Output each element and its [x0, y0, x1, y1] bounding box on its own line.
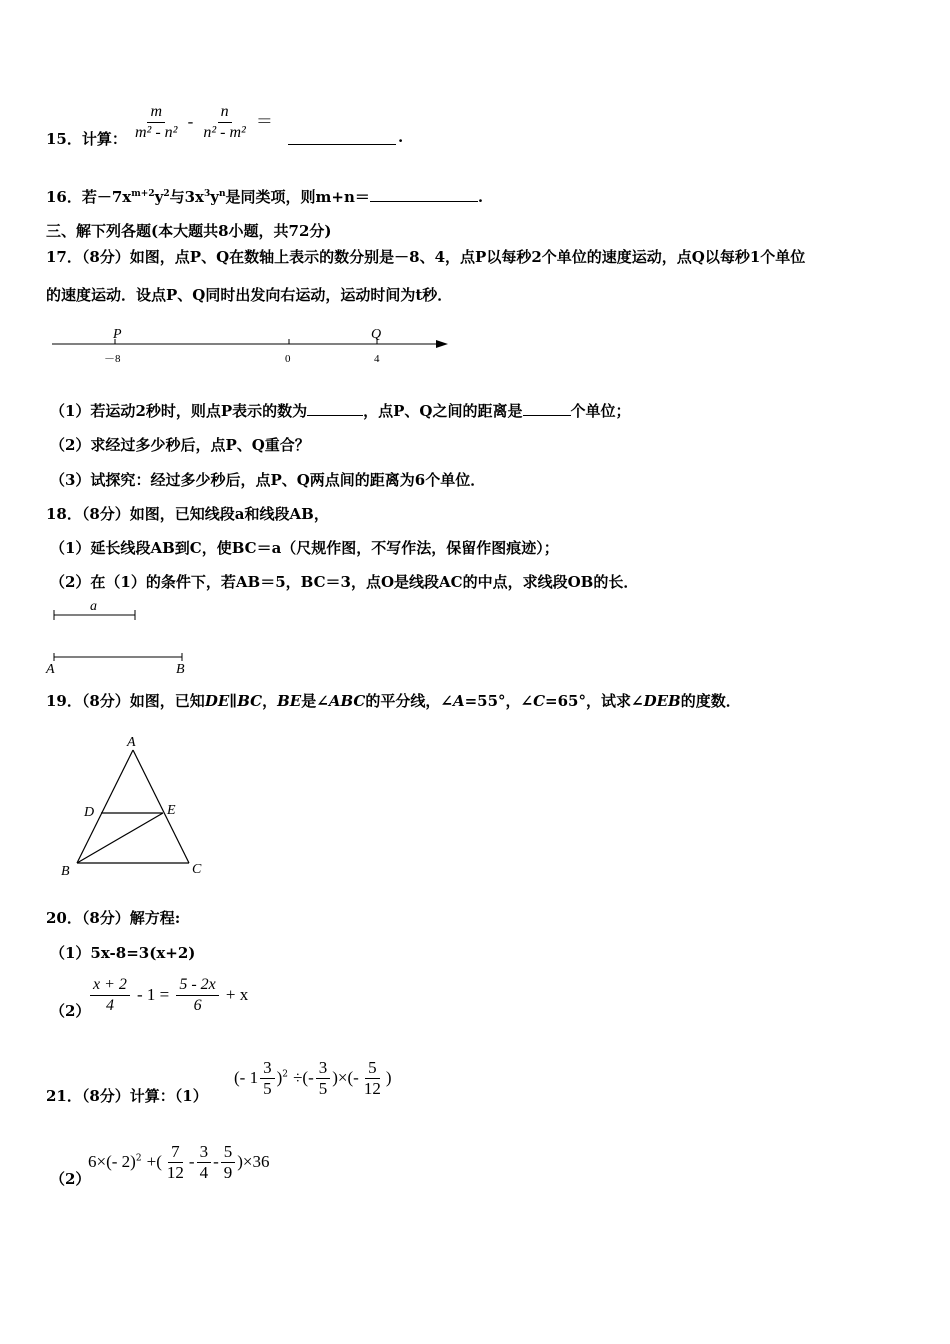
fraction-numerator: x + 2 — [90, 975, 130, 996]
vertex-A: A — [127, 735, 136, 750]
fraction-numerator: n — [218, 102, 232, 123]
q16-part: 是同类项，则m+n＝ — [225, 188, 370, 206]
q17-line-2: 的速度运动．设点P、Q同时出发向右运动，运动时间为t秒． — [46, 286, 453, 304]
label-p: P — [113, 327, 122, 342]
q16-sup: 3 — [203, 189, 211, 199]
q16-answer-blank[interactable] — [370, 201, 478, 202]
q21-fraction — [221, 1142, 236, 1183]
q20-sub-1: （1）5x-8=3(x+2) — [50, 944, 196, 962]
number-line-arrow-icon — [436, 340, 448, 348]
q18-segments-figure — [0, 595, 220, 680]
q15-expression — [130, 102, 273, 143]
q19-part: 是∠ — [301, 692, 329, 710]
q17-sub-1-part: ，点P、Q之间的距离是 — [363, 402, 523, 420]
expr-part: - — [188, 1152, 195, 1171]
q21-sub-2-label: （2） — [50, 1170, 91, 1188]
tick-label-p: －8 — [104, 353, 121, 365]
fraction-denominator: 5 — [318, 1079, 328, 1098]
fraction-denominator: 4 — [105, 997, 114, 1014]
equals-sign: ＝ — [255, 112, 273, 131]
expr-sup: 2 — [282, 1069, 288, 1080]
q16-part: y — [154, 188, 164, 206]
q15-label: 15．计算： — [46, 130, 127, 148]
vertex-C: C — [192, 862, 202, 877]
label-B: B — [176, 662, 185, 677]
q21-expression-1 — [234, 1058, 391, 1099]
fraction-denominator: 12 — [363, 1079, 381, 1098]
q15-answer-blank[interactable] — [288, 144, 396, 145]
q16-part: 与3x — [169, 188, 204, 206]
expr-part: 6×(- 2) — [88, 1152, 136, 1171]
q19-part: C — [533, 692, 546, 710]
q21-fraction — [316, 1058, 331, 1099]
expr-part: (- 1 — [234, 1068, 259, 1087]
q17-sub-1-part: 个单位； — [570, 402, 631, 420]
vertex-B: B — [61, 864, 70, 879]
q17-blank-distance[interactable] — [523, 415, 571, 416]
q19-part: 的度数． — [680, 692, 741, 710]
expr-part: ) — [385, 1068, 392, 1087]
vertex-D: D — [84, 805, 95, 820]
expr-sup: 2 — [135, 1153, 142, 1164]
tick-label-q: 4 — [374, 353, 380, 365]
q19-part: =65°，试求∠ — [545, 692, 644, 710]
vertex-E: E — [167, 803, 176, 818]
q20-line-1: 20．（8分）解方程: — [46, 909, 181, 927]
q17-sub-1 — [50, 400, 631, 421]
fraction-denominator: 12 — [166, 1163, 184, 1182]
expr-part: )×36 — [237, 1152, 270, 1171]
q20-equation — [88, 975, 248, 1016]
label-A: A — [46, 662, 55, 677]
q20-sub-2-label: （2） — [50, 1002, 91, 1020]
q17-line-1: 17．（8分）如图，点P、Q在数轴上表示的数分别是－8、4，点P以每秒2个单位的速度运动，点Q以每秒1个单位 — [46, 248, 806, 266]
q19-part: =55°，∠ — [464, 692, 534, 710]
q16-part: y — [210, 188, 219, 206]
q17-sub-2: （2）求经过多少秒后，点P、Q重合？ — [50, 436, 310, 454]
label-q: Q — [371, 327, 382, 342]
q18-line-1: 18．（8分）如图，已知线段a和线段AB， — [46, 505, 329, 523]
side-ac — [133, 750, 189, 863]
fraction-numerator: 7 — [168, 1142, 183, 1163]
q16-end: . — [477, 188, 484, 206]
q20-mid: - 1 = — [137, 985, 170, 1004]
label-a: a — [90, 599, 97, 614]
expr-part: - — [213, 1152, 219, 1171]
q21-fraction — [164, 1142, 187, 1183]
fraction-denominator: m² - n² — [135, 124, 178, 141]
minus-sign: - — [187, 112, 194, 131]
q16-sup: 2 — [163, 189, 170, 199]
q18-sub-2: （2）在（1）的条件下，若AB＝5，BC＝3，点O是线段AC的中点，求线段OB的长． — [50, 573, 639, 591]
fraction-numerator: 5 - 2x — [176, 975, 218, 996]
fraction-numerator: 3 — [260, 1058, 275, 1079]
fraction-denominator: 4 — [199, 1163, 209, 1182]
expr-part: ) — [276, 1068, 283, 1087]
q16-sup: n — [218, 189, 226, 199]
expr-part: )×(- — [332, 1068, 359, 1087]
section-3-title: 三、解下列各题(本大题共8小题，共72分) — [46, 222, 332, 240]
expr-part: +( — [146, 1152, 162, 1171]
q21-fraction — [361, 1058, 384, 1099]
fraction-denominator: 9 — [223, 1163, 233, 1182]
fraction-denominator: 6 — [193, 997, 202, 1014]
q19-part: 19．（8分）如图，已知 — [46, 692, 205, 710]
fraction-numerator: m — [147, 102, 165, 123]
q21-expression-2 — [88, 1142, 270, 1183]
fraction-numerator: 5 — [221, 1142, 236, 1163]
q20-tail: + x — [225, 985, 249, 1004]
q19-part: 的平分线，∠ — [365, 692, 453, 710]
q19-triangle-figure — [0, 728, 230, 883]
q19-part: DEB — [643, 692, 681, 710]
tick-label-0: 0 — [285, 353, 291, 365]
q16-text — [46, 186, 483, 207]
q19-part: A — [452, 692, 465, 710]
q15-end: . — [398, 128, 404, 146]
q17-blank-p[interactable] — [307, 415, 363, 416]
q19-part: ABC — [328, 692, 366, 710]
q19-line — [46, 690, 741, 711]
q19-part: ， — [262, 692, 278, 710]
q20-fraction-2 — [176, 975, 218, 1016]
q15-fraction-2 — [200, 102, 248, 143]
fraction-numerator: 3 — [316, 1058, 331, 1079]
q17-sub-3: （3）试探究：经过多少秒后，点P、Q两点间的距离为6个单位． — [50, 471, 486, 489]
q17-number-line-figure — [0, 320, 470, 370]
fraction-denominator: n² - m² — [203, 124, 246, 141]
fraction-denominator: 5 — [263, 1079, 272, 1098]
q21-line-1: 21．（8分）计算：（1） — [46, 1087, 208, 1105]
expr-part: ÷(- — [293, 1068, 314, 1087]
q19-part: DE∥BC — [204, 692, 263, 710]
q20-fraction-1 — [90, 975, 130, 1016]
q17-sub-1-part: （1）若运动2秒时，则点P表示的数为 — [50, 402, 308, 420]
fraction-numerator: 5 — [365, 1058, 380, 1079]
q15-fraction-1 — [132, 102, 180, 143]
q21-fraction — [197, 1142, 212, 1183]
q19-part: BE — [277, 692, 302, 710]
q21-fraction — [260, 1058, 275, 1099]
fraction-numerator: 3 — [197, 1142, 212, 1163]
q16-sup: m+2 — [131, 189, 155, 199]
q18-sub-1: （1）延长线段AB到C，使BC＝a（尺规作图，不写作法，保留作图痕迹）； — [50, 539, 559, 557]
q16-part: 16．若－7x — [46, 188, 132, 206]
